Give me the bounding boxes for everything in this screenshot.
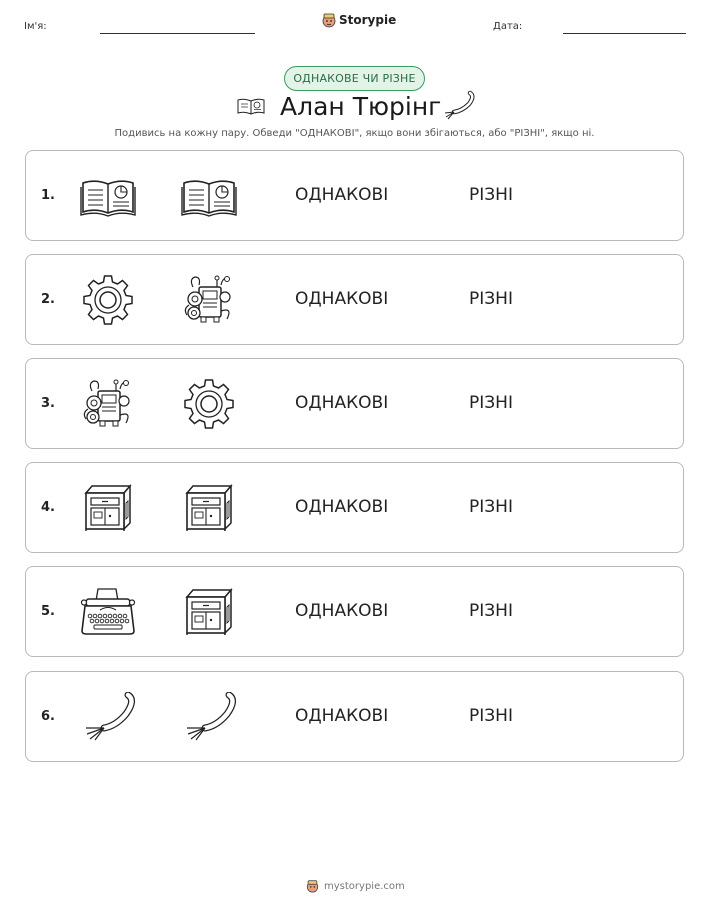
book-icon [181,171,237,221]
storypie-mascot-icon [306,879,319,893]
page-title: Алан Тюрінг [280,92,442,121]
same-option[interactable]: ОДНАКОВІ [295,185,389,205]
brand-name: Storypie [339,13,397,27]
cabinet-icon [80,483,136,533]
machine-icon [181,275,237,325]
worksheet-type-badge: ОДНАКОВЕ ЧИ РІЗНЕ [284,66,425,91]
different-option[interactable]: РІЗНІ [469,706,513,726]
comparison-row [25,671,684,762]
cable-icon [80,692,136,742]
same-option[interactable]: ОДНАКОВІ [295,706,389,726]
row-number: 1. [41,188,55,203]
different-option[interactable]: РІЗНІ [469,601,513,621]
same-option[interactable]: ОДНАКОВІ [295,289,389,309]
comparison-row [25,254,684,345]
date-line[interactable] [563,33,686,34]
different-option[interactable]: РІЗНІ [469,393,513,413]
machine-icon [80,379,136,429]
row-number: 3. [41,396,55,411]
brand-logo [322,12,396,28]
name-label: Ім'я: [24,21,47,32]
comparison-row [25,462,684,553]
different-option[interactable]: РІЗНІ [469,185,513,205]
same-option[interactable]: ОДНАКОВІ [295,601,389,621]
book-icon [80,171,136,221]
cabinet-icon [181,587,237,637]
row-number: 4. [41,500,55,515]
footer [306,879,405,893]
comparison-row [25,358,684,449]
same-option[interactable]: ОДНАКОВІ [295,393,389,413]
footer-site: mystorypie.com [324,880,405,892]
cable-icon [442,90,476,120]
book-icon [236,96,266,116]
typewriter-icon [80,587,136,637]
storypie-mascot-icon [322,12,336,28]
name-line[interactable] [100,33,255,34]
different-option[interactable]: РІЗНІ [469,289,513,309]
cable-icon [181,692,237,742]
cabinet-icon [181,483,237,533]
instructions: Подивись на кожну пару. Обведи "ОДНАКОВІ", якщо вони збігаються, або "РІЗНІ", якщо ні. [114,128,595,139]
different-option[interactable]: РІЗНІ [469,497,513,517]
row-number: 2. [41,292,55,307]
row-number: 5. [41,604,55,619]
date-label: Дата: [493,21,523,32]
comparison-row [25,150,684,241]
same-option[interactable]: ОДНАКОВІ [295,497,389,517]
gear-icon [181,379,237,429]
row-number: 6. [41,709,55,724]
gear-icon [80,275,136,325]
comparison-row [25,566,684,657]
